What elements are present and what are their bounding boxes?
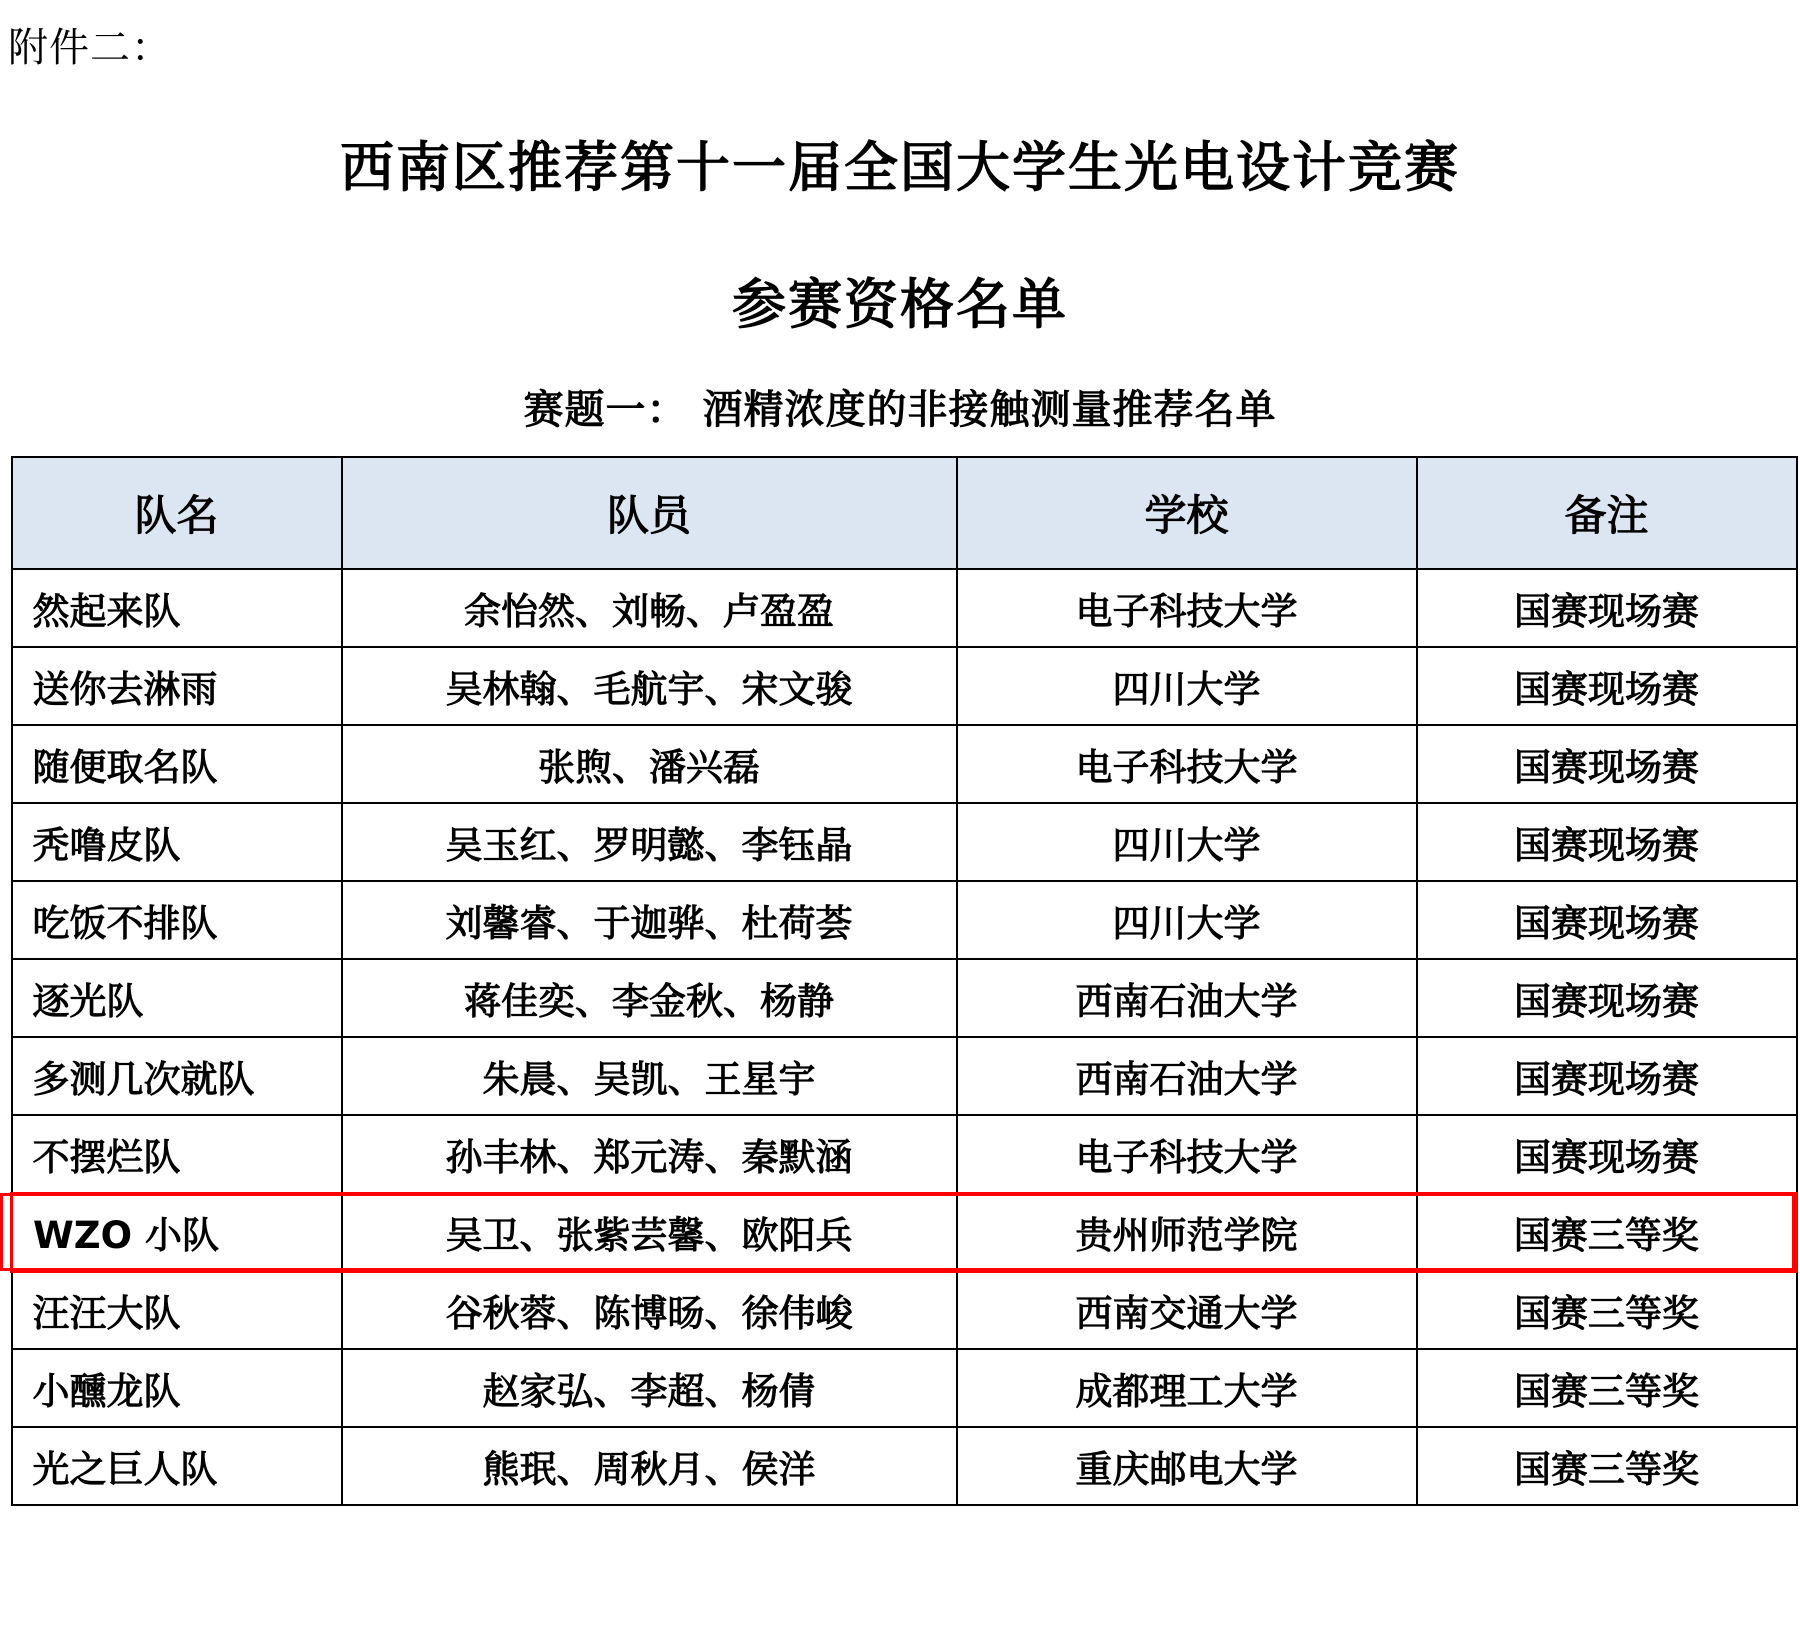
cell-team-name: 汪汪大队 — [12, 1271, 342, 1349]
cell-members: 刘馨睿、于迦骅、杜荷荟 — [342, 881, 957, 959]
document-title-line1: 西南区推荐第十一届全国大学生光电设计竞赛 — [340, 136, 1460, 199]
cell-school: 电子科技大学 — [957, 725, 1417, 803]
table-row — [12, 647, 1797, 725]
cell-remark: 国赛三等奖 — [1417, 1271, 1797, 1349]
cell-school: 西南交通大学 — [957, 1271, 1417, 1349]
cell-team-name: 吃饭不排队 — [12, 881, 342, 959]
cell-school: 四川大学 — [957, 881, 1417, 959]
cell-school: 西南石油大学 — [957, 1037, 1417, 1115]
cell-team-name: 然起来队 — [12, 569, 342, 647]
cell-school: 重庆邮电大学 — [957, 1427, 1417, 1505]
column-header-school: 学校 — [957, 457, 1417, 569]
cell-remark: 国赛现场赛 — [1417, 647, 1797, 725]
cell-school: 西南石油大学 — [957, 959, 1417, 1037]
cell-team-name: 随便取名队 — [12, 725, 342, 803]
cell-remark: 国赛三等奖 — [1417, 1349, 1797, 1427]
cell-remark: 国赛三等奖 — [1417, 1193, 1797, 1271]
cell-members: 孙丰林、郑元涛、秦默涵 — [342, 1115, 957, 1193]
cell-remark: 国赛现场赛 — [1417, 725, 1797, 803]
cell-team-name: 送你去淋雨 — [12, 647, 342, 725]
cell-remark: 国赛现场赛 — [1417, 1037, 1797, 1115]
cell-members: 赵家弘、李超、杨倩 — [342, 1349, 957, 1427]
cell-remark: 国赛三等奖 — [1417, 1427, 1797, 1505]
cell-team-name: 小醺龙队 — [12, 1349, 342, 1427]
cell-members: 吴林翰、毛航宇、宋文骏 — [342, 647, 957, 725]
cell-remark: 国赛现场赛 — [1417, 959, 1797, 1037]
cell-school: 电子科技大学 — [957, 1115, 1417, 1193]
cell-remark: 国赛现场赛 — [1417, 569, 1797, 647]
table-row — [12, 1115, 1797, 1193]
table-row — [12, 725, 1797, 803]
cell-team-name: WZO 小队 — [12, 1193, 342, 1271]
document-title-line2: 参赛资格名单 — [732, 273, 1068, 336]
table-row — [12, 1349, 1797, 1427]
table-row — [12, 1193, 1797, 1271]
column-header-team: 队名 — [12, 457, 342, 569]
cell-members: 吴卫、张紫芸馨、欧阳兵 — [342, 1193, 957, 1271]
table-row — [12, 881, 1797, 959]
cell-school: 贵州师范学院 — [957, 1193, 1417, 1271]
subject-title: 赛题一： 酒精浓度的非接触测量推荐名单 — [523, 387, 1277, 433]
table-row — [12, 803, 1797, 881]
cell-remark: 国赛现场赛 — [1417, 803, 1797, 881]
cell-members: 余怡然、刘畅、卢盈盈 — [342, 569, 957, 647]
roster-table-wrapper — [10, 456, 1795, 1506]
table-header-row — [12, 457, 1797, 569]
cell-remark: 国赛现场赛 — [1417, 881, 1797, 959]
cell-team-name: 光之巨人队 — [12, 1427, 342, 1505]
cell-school: 四川大学 — [957, 647, 1417, 725]
cell-team-name: 不摆烂队 — [12, 1115, 342, 1193]
roster-table-body — [12, 569, 1797, 1505]
cell-members: 吴玉红、罗明懿、李钰晶 — [342, 803, 957, 881]
cell-school: 电子科技大学 — [957, 569, 1417, 647]
cell-members: 张煦、潘兴磊 — [342, 725, 957, 803]
table-row — [12, 1037, 1797, 1115]
table-row — [12, 1271, 1797, 1349]
cell-team-name: 多测几次就队 — [12, 1037, 342, 1115]
roster-table — [10, 456, 1798, 1506]
cell-team-name: 秃噜皮队 — [12, 803, 342, 881]
column-header-remark: 备注 — [1417, 457, 1797, 569]
cell-members: 谷秋蓉、陈博旸、徐伟峻 — [342, 1271, 957, 1349]
column-header-members: 队员 — [342, 457, 957, 569]
table-row — [12, 959, 1797, 1037]
cell-school: 成都理工大学 — [957, 1349, 1417, 1427]
cell-school: 四川大学 — [957, 803, 1417, 881]
attachment-label: 附件二： — [8, 25, 172, 71]
cell-team-name: 逐光队 — [12, 959, 342, 1037]
cell-members: 蒋佳奕、李金秋、杨静 — [342, 959, 957, 1037]
cell-members: 朱晨、吴凯、王星宇 — [342, 1037, 957, 1115]
table-row — [12, 1427, 1797, 1505]
cell-remark: 国赛现场赛 — [1417, 1115, 1797, 1193]
cell-members: 熊珉、周秋月、侯洋 — [342, 1427, 957, 1505]
table-row — [12, 569, 1797, 647]
